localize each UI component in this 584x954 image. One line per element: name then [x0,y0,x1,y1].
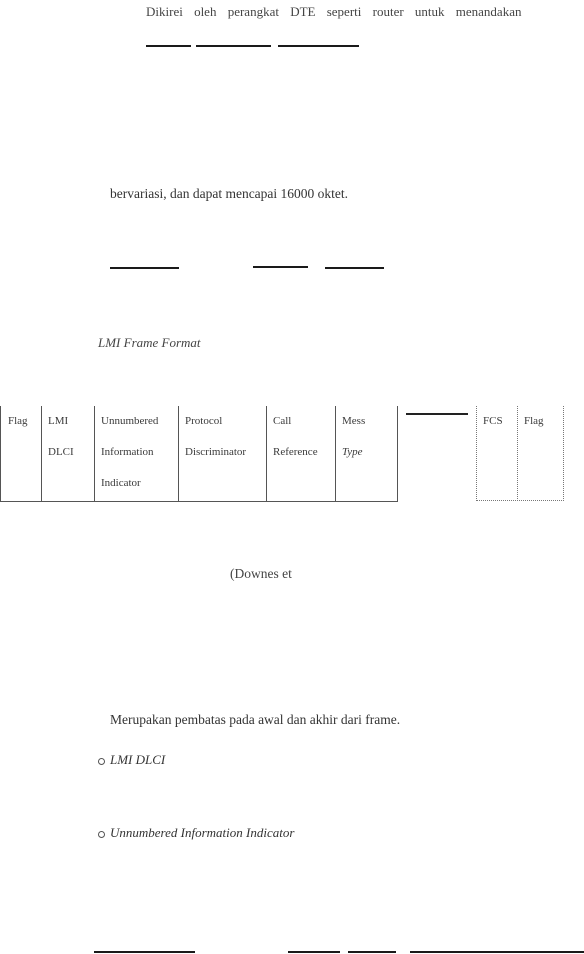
underline-rule [348,951,396,953]
length-paragraph: bervariasi, dan dapat mencapai 16000 oktet. [110,186,349,201]
field-flag-end: Flag [524,415,544,427]
blank-field-rule [406,413,468,415]
underline-rule [253,266,308,268]
field-message-type: Mess Type [342,415,366,458]
underline-rule [325,267,384,269]
bullet-item: Unnumbered Information Indicator [98,825,294,841]
flag-paragraph: Merupakan pembatas pada awal dan akhir dari frame. [110,712,401,727]
figure-caption: LMI Frame Format [98,335,201,350]
field-flag-start: Flag [8,415,28,427]
underline-rule [110,267,179,269]
intro-paragraph: Dikirei oleh perangkat DTE seperti router untuk menandakan [146,4,522,19]
field-call-reference: Call Reference [273,415,318,458]
underline-rule [278,45,359,47]
bullet-icon [98,831,105,838]
underline-rule [196,45,271,47]
field-fcs: FCS [483,415,503,427]
underline-rule [410,951,584,953]
citation: (Downes et [230,566,292,581]
underline-rule [146,45,191,47]
bullet-icon [98,758,105,765]
underline-rule [94,951,195,953]
bullet-item: LMI DLCI [98,752,165,768]
field-lmi-dlci: LMI DLCI [48,415,74,458]
underline-rule [288,951,340,953]
field-unnumbered-info: Unnumbered Information Indicator [101,415,159,489]
lmi-frame-table [0,406,584,502]
field-protocol-discriminator: Protocol Discriminator [185,415,247,458]
